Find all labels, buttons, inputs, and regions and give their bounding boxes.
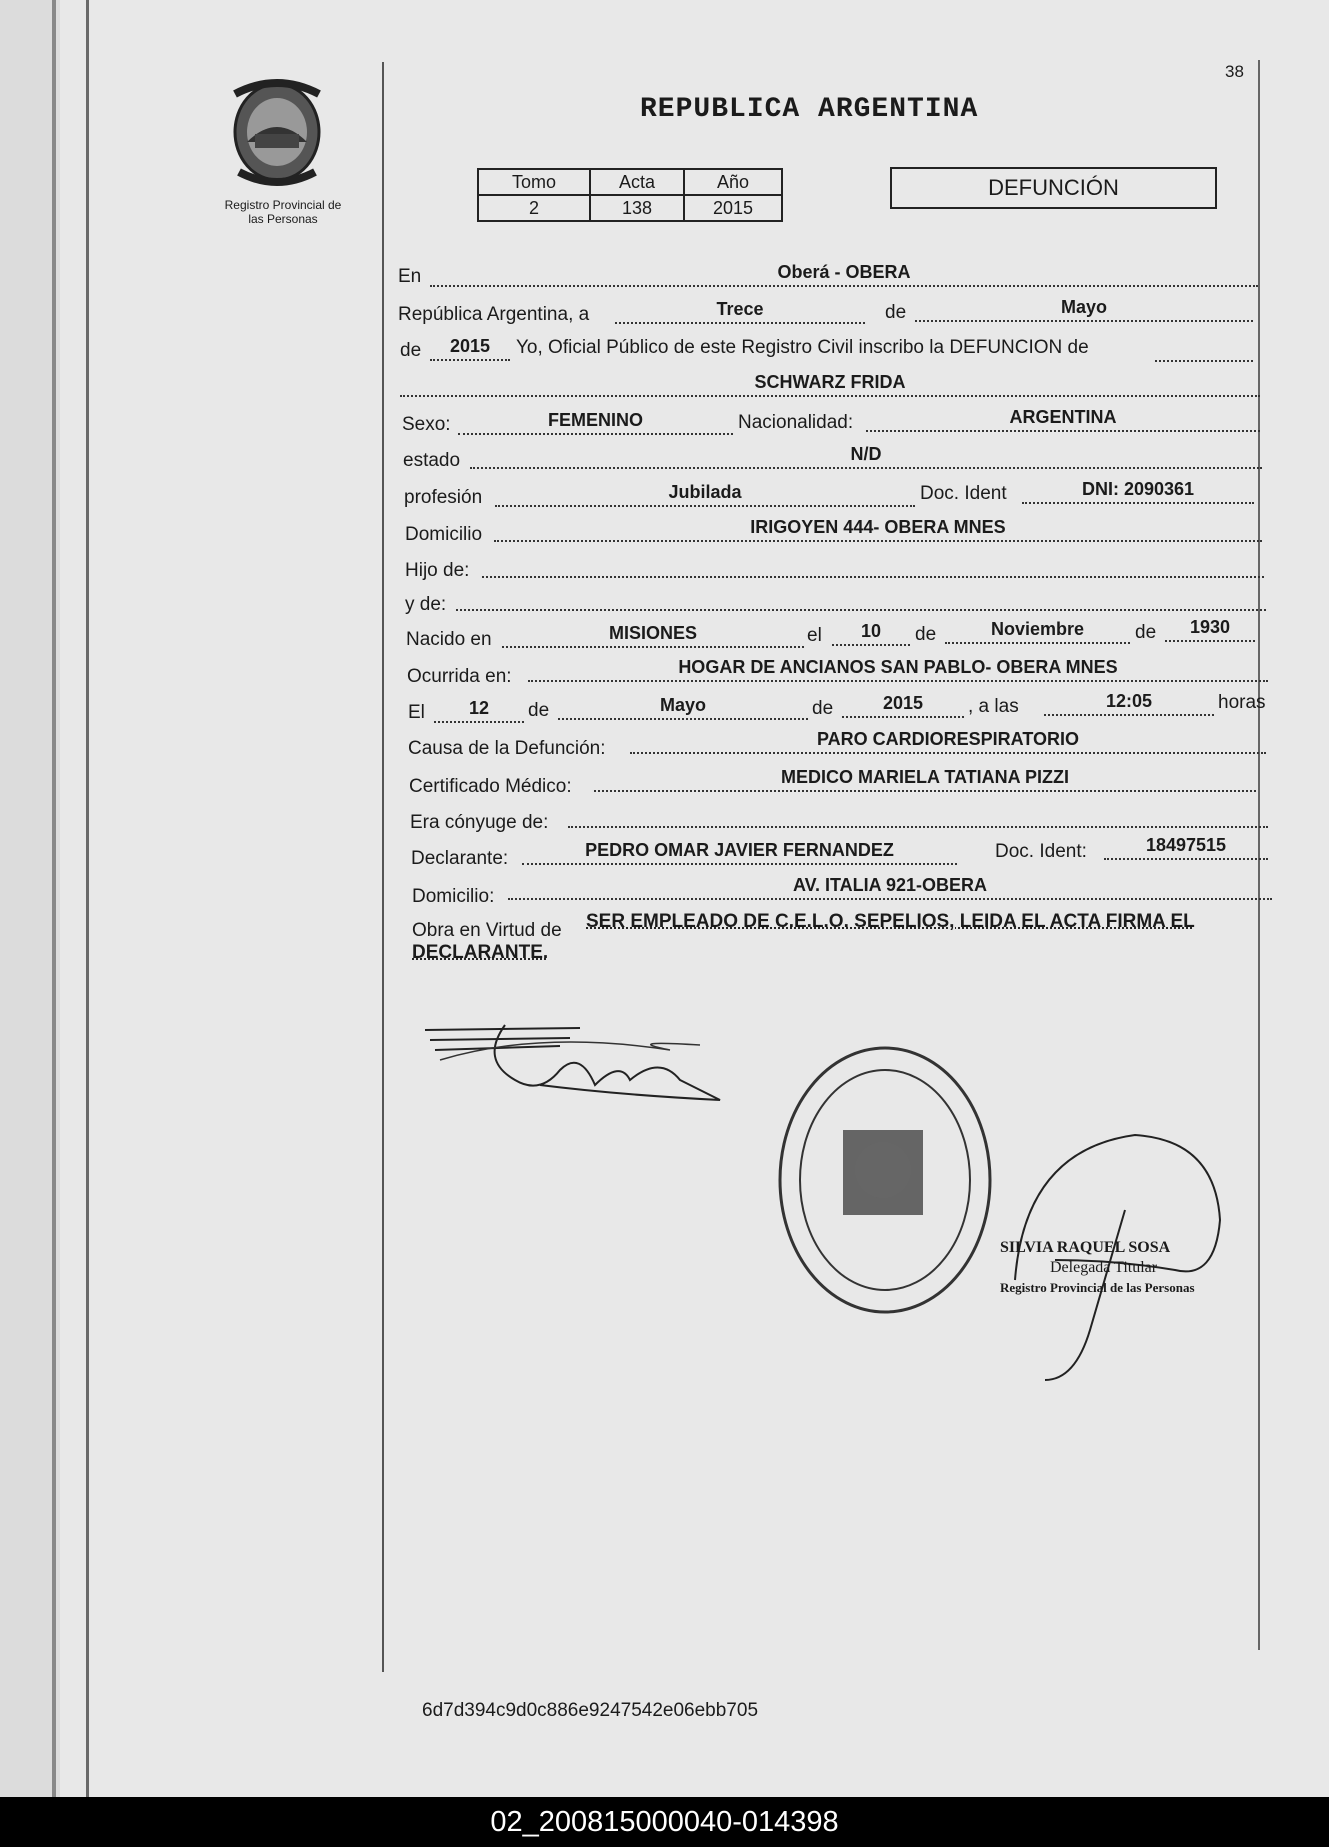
label-a-las: , a las xyxy=(968,696,1019,717)
label-doc-ident: Doc. Ident xyxy=(920,483,1007,504)
field-dia: Trece xyxy=(615,298,865,324)
field-obra-en-virtud-line2: DECLARANTE. xyxy=(412,942,549,963)
acta-value-tomo: 2 xyxy=(478,195,590,221)
label-de: de xyxy=(1135,622,1157,643)
field-mes: Mayo xyxy=(915,296,1253,322)
logo-caption xyxy=(198,198,368,226)
official-title: Delegada Titular xyxy=(1050,1259,1158,1276)
acta-header-tomo: Tomo xyxy=(478,169,590,195)
label-estado: estado xyxy=(403,450,461,471)
footer-id-bar: 02_200815000040-014398 xyxy=(0,1797,1329,1847)
label-nacionalidad: Nacionalidad: xyxy=(738,412,854,433)
label-horas: horas xyxy=(1218,692,1266,713)
field-doc-ident: DNI: 2090361 xyxy=(1022,478,1254,504)
acta-header-acta: Acta xyxy=(590,169,684,195)
declarant-signature xyxy=(420,1000,730,1110)
label-republica: República Argentina, a xyxy=(398,304,590,325)
acta-value-anio: 2015 xyxy=(684,195,782,221)
country-title: REPUBLICA ARGENTINA xyxy=(640,94,979,125)
record-type-box: DEFUNCIÓN xyxy=(890,167,1217,209)
field-nacionalidad: ARGENTINA xyxy=(866,406,1260,432)
field-dia-defuncion: 12 xyxy=(434,697,524,723)
field-hora: 12:05 xyxy=(1044,690,1214,716)
page-edge xyxy=(52,0,56,1797)
label-el: El xyxy=(408,702,425,723)
field-causa: PARO CARDIORESPIRATORIO xyxy=(630,728,1266,754)
official-name: SILVIA RAQUEL SOSA xyxy=(1000,1239,1171,1256)
field-conyuge xyxy=(568,802,1268,828)
field-domicilio-declarante: AV. ITALIA 921-OBERA xyxy=(508,874,1272,900)
logo-caption-line2: las Personas xyxy=(248,212,318,226)
field-hijo-de xyxy=(482,552,1264,578)
label-profesion: profesión xyxy=(404,487,483,508)
label-nacido-en: Nacido en xyxy=(406,629,492,650)
field-profesion: Jubilada xyxy=(495,481,915,507)
label-de: de xyxy=(885,302,907,323)
label-domicilio-declarante: Domicilio: xyxy=(412,886,495,907)
label-el: el xyxy=(807,625,822,646)
field-anio-defuncion: 2015 xyxy=(842,692,964,718)
field-nacido-en: MISIONES xyxy=(502,622,804,648)
label-conyuge: Era cónyuge de: xyxy=(410,812,549,833)
field-anio: 2015 xyxy=(430,335,510,361)
label-sexo: Sexo: xyxy=(402,414,451,435)
field-obra-en-virtud-line1: SER EMPLEADO DE C.E.L.O. SEPELIOS, LEIDA EL ACTA FIRMA EL xyxy=(586,911,1195,932)
label-domicilio: Domicilio xyxy=(405,524,483,545)
field-sexo: FEMENINO xyxy=(458,409,733,435)
label-de: de xyxy=(400,340,422,361)
acta-table xyxy=(477,168,783,222)
field-dia-nacimiento: 10 xyxy=(832,620,910,646)
acta-value-acta: 138 xyxy=(590,195,684,221)
field-anio-nacimiento: 1930 xyxy=(1165,616,1255,642)
label-obra-en-virtud: Obra en Virtud de xyxy=(412,920,562,941)
label-ocurrida-en: Ocurrida en: xyxy=(407,666,512,687)
official-seal-stamp xyxy=(775,1040,995,1320)
field-y-de xyxy=(456,585,1266,611)
margin-line xyxy=(382,62,384,1672)
label-y-de: y de: xyxy=(405,594,447,615)
field-mes-defuncion: Mayo xyxy=(558,694,808,720)
field-mes-nacimiento: Noviembre xyxy=(945,618,1130,644)
label-causa: Causa de la Defunción: xyxy=(408,738,606,759)
official-name-stamp xyxy=(1000,1238,1195,1298)
field-declarante: PEDRO OMAR JAVIER FERNANDEZ xyxy=(522,839,957,865)
field-blank xyxy=(1155,336,1253,362)
field-domicilio: IRIGOYEN 444- OBERA MNES xyxy=(494,516,1262,542)
label-de: de xyxy=(812,698,834,719)
label-declarante: Declarante: xyxy=(411,848,509,869)
label-hijo-de: Hijo de: xyxy=(405,560,470,581)
label-certificado: Certificado Médico: xyxy=(409,776,572,797)
inscribo-text: Yo, Oficial Público de este Registro Civil inscribo la DEFUNCION de xyxy=(516,337,1089,358)
page-edge xyxy=(86,0,89,1797)
field-lugar: Oberá - OBERA xyxy=(430,261,1258,287)
misiones-coat-of-arms-logo xyxy=(225,72,330,190)
field-estado: N/D xyxy=(470,443,1262,469)
field-ocurrida-en: HOGAR DE ANCIANOS SAN PABLO- OBERA MNES xyxy=(528,656,1268,682)
official-office: Registro Provincial de las Personas xyxy=(1000,1280,1195,1295)
document-hash: 6d7d394c9d0c886e9247542e06ebb705 xyxy=(422,1700,759,1721)
label-en: En xyxy=(398,266,422,287)
logo-caption-line1: Registro Provincial de xyxy=(224,198,342,212)
field-nombre-fallecido: SCHWARZ FRIDA xyxy=(400,371,1260,397)
acta-header-anio: Año xyxy=(684,169,782,195)
field-doc-ident-declarante: 18497515 xyxy=(1104,834,1268,860)
page-number: 38 xyxy=(1225,62,1244,81)
label-de: de xyxy=(528,700,550,721)
label-doc-ident-declarante: Doc. Ident: xyxy=(995,841,1087,862)
field-certificado: MEDICO MARIELA TATIANA PIZZI xyxy=(594,766,1256,792)
label-de: de xyxy=(915,624,937,645)
